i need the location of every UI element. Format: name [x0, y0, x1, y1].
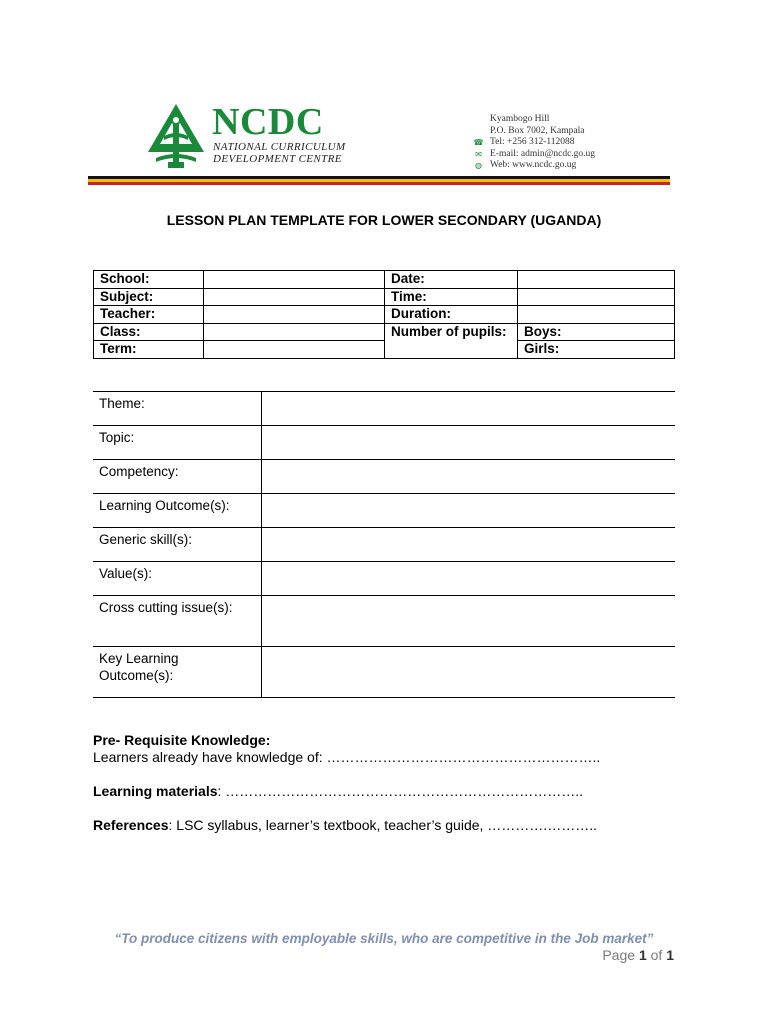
time-field[interactable] — [518, 288, 675, 306]
page-total: 1 — [666, 947, 674, 963]
teacher-field[interactable] — [204, 306, 385, 324]
school-field[interactable] — [204, 271, 385, 289]
page-number — [602, 947, 674, 963]
contact-po-box: P.O. Box 7002, Kampala — [490, 125, 585, 136]
subject-label: Subject: — [94, 288, 204, 306]
theme-field[interactable] — [261, 392, 675, 426]
org-short-name: NCDC — [212, 101, 324, 143]
contact-location: Kyambogo Hill — [490, 114, 550, 124]
key-learning-outcomes-field[interactable] — [261, 647, 675, 698]
boys-label[interactable]: Boys: — [518, 323, 675, 341]
cross-cutting-label: Cross cutting issue(s): — [93, 596, 261, 647]
learning-outcomes-label: Learning Outcome(s): — [93, 494, 261, 528]
prereq-heading: Pre- Requisite Knowledge: — [93, 732, 271, 748]
materials-text: : ………………………………………………………………….. — [217, 783, 584, 799]
term-label: Term: — [94, 341, 204, 359]
values-field[interactable] — [261, 562, 675, 596]
page-prefix: Page — [602, 947, 636, 963]
competency-label: Competency: — [93, 460, 261, 494]
flag-stripes — [88, 176, 670, 185]
references-text: : LSC syllabus, learner’s textbook, teacher’s guide, ………….……….. — [168, 817, 597, 833]
ncdc-emblem-icon — [146, 102, 206, 170]
competency-field[interactable] — [261, 460, 675, 494]
contact-tel: Tel: +256 312-112088 — [490, 137, 575, 147]
references-line — [93, 817, 597, 834]
teacher-label: Teacher: — [94, 306, 204, 324]
theme-label: Theme: — [93, 392, 261, 426]
duration-field[interactable] — [518, 306, 675, 324]
contact-web: Web: www.ncdc.go.ug — [490, 160, 577, 170]
contact-block — [473, 114, 595, 172]
class-field[interactable] — [204, 323, 385, 341]
number-of-pupils-label: Number of pupils: — [385, 323, 518, 358]
org-full-name-line1: NATIONAL CURRICULUM — [213, 141, 346, 153]
girls-label[interactable]: Girls: — [518, 341, 675, 359]
contact-email: E-mail: admin@ncdc.go.ug — [490, 148, 596, 159]
subject-field[interactable] — [204, 288, 385, 306]
page-of: of — [650, 947, 663, 963]
term-field[interactable] — [204, 341, 385, 359]
school-label: School: — [94, 271, 204, 289]
materials-line — [93, 783, 583, 800]
date-field[interactable] — [518, 271, 675, 289]
mail-icon: ✉ — [475, 149, 482, 159]
letterhead — [88, 98, 670, 182]
generic-skills-field[interactable] — [261, 528, 675, 562]
lesson-info-table — [93, 270, 675, 359]
class-label: Class: — [94, 323, 204, 341]
globe-icon: ◍ — [475, 161, 482, 170]
date-label: Date: — [385, 271, 518, 289]
key-learning-outcomes-label: Key Learning Outcome(s): — [93, 647, 261, 698]
generic-skills-label: Generic skill(s): — [93, 528, 261, 562]
time-label: Time: — [385, 288, 518, 306]
values-label: Value(s): — [93, 562, 261, 596]
topic-label: Topic: — [93, 426, 261, 460]
document-title: LESSON PLAN TEMPLATE FOR LOWER SECONDARY (UGANDA) — [166, 212, 602, 228]
org-full-name-line2: DEVELOPMENT CENTRE — [213, 153, 342, 165]
lesson-details-table — [93, 391, 675, 698]
learning-outcomes-field[interactable] — [261, 494, 675, 528]
footer-quote: “To produce citizens with employable skills, who are competitive in the Job market” — [114, 931, 654, 946]
references-label: References — [93, 817, 169, 833]
prereq-text: Learners already have knowledge of: ………………………………………………….. — [93, 749, 601, 765]
cross-cutting-field[interactable] — [261, 596, 675, 647]
page-current: 1 — [638, 947, 647, 963]
phone-icon: ☎ — [473, 138, 484, 147]
topic-field[interactable] — [261, 426, 675, 460]
duration-label: Duration: — [385, 306, 518, 324]
materials-label: Learning materials — [93, 783, 218, 799]
